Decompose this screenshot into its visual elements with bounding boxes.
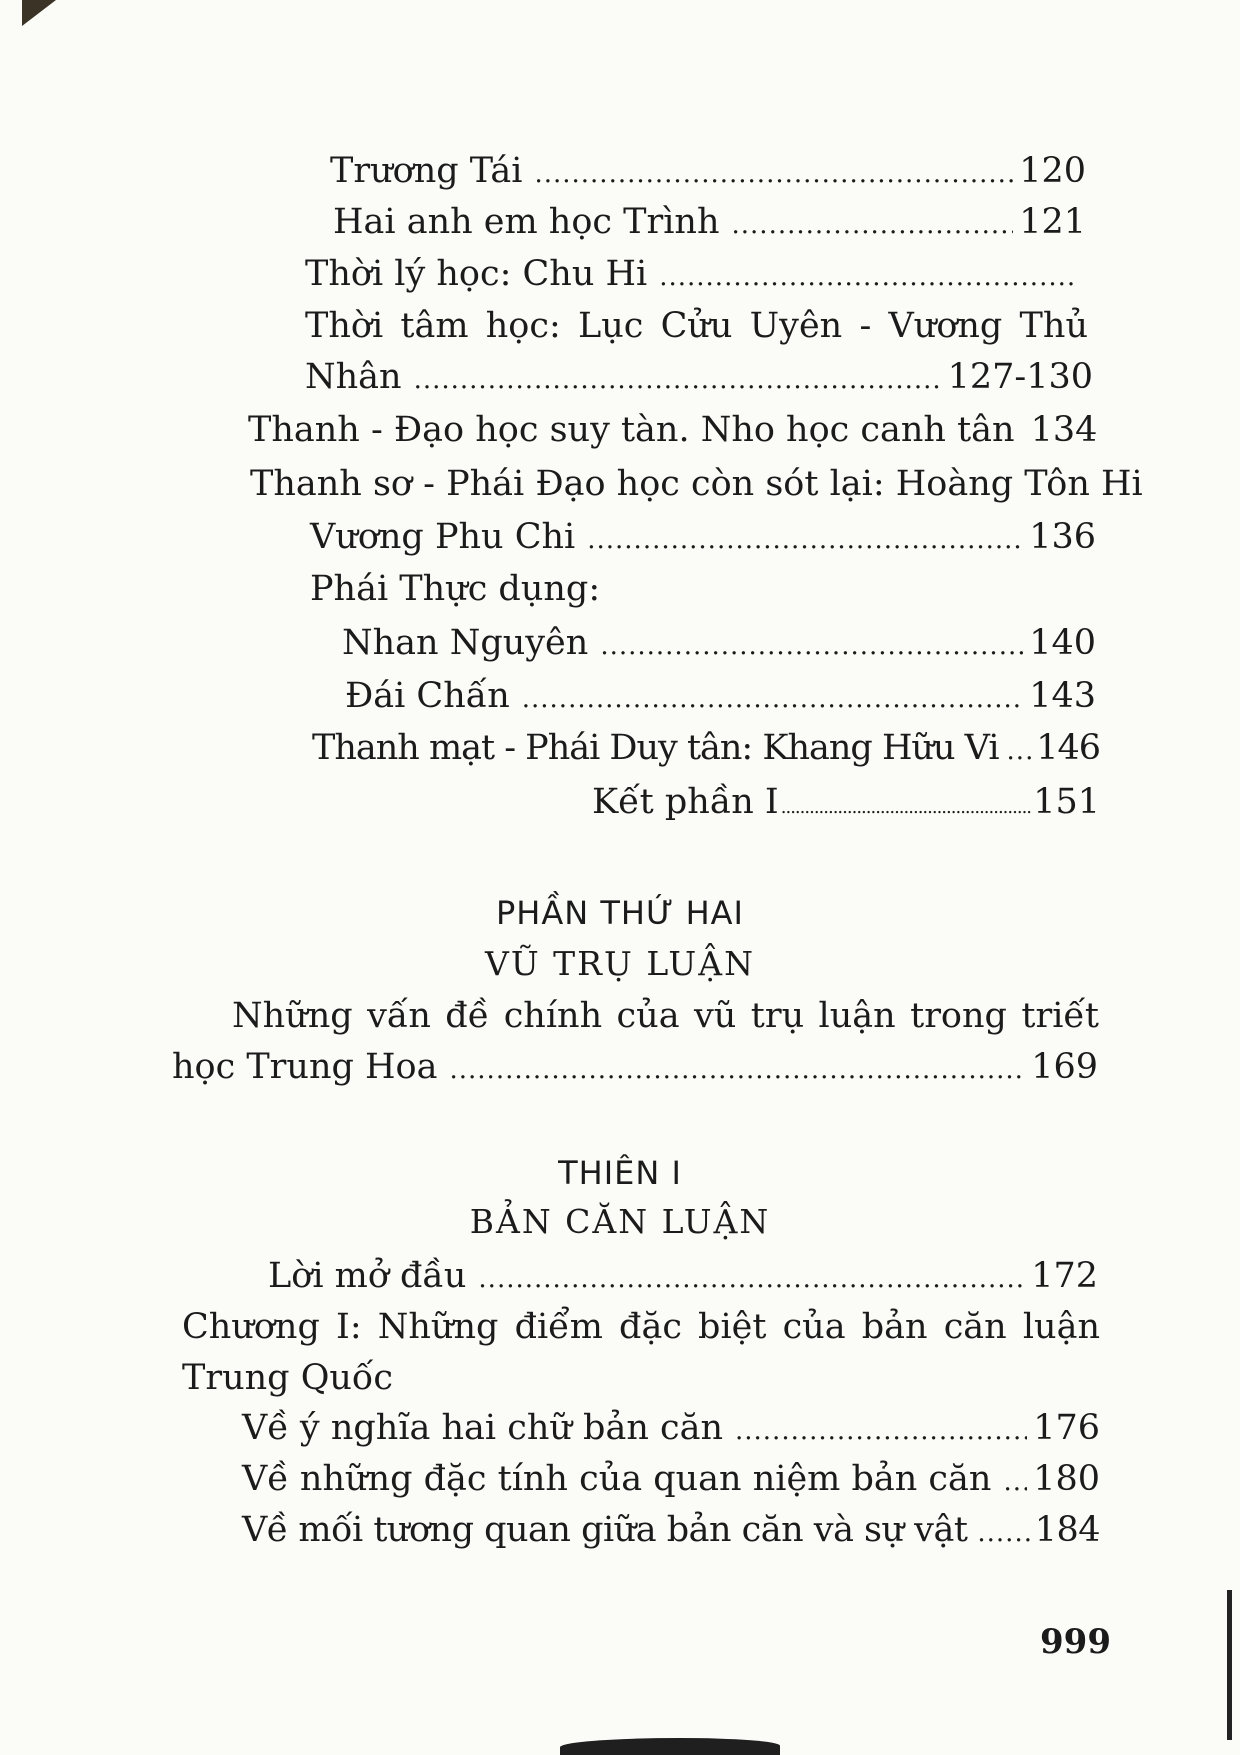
toc-entry [342, 621, 1096, 668]
toc-entry [268, 1254, 1098, 1301]
toc-leader-dots [977, 1511, 1030, 1555]
toc-leader-dots [732, 203, 1014, 247]
section-subheading: BẢN CĂN LUẬN [469, 1202, 771, 1241]
page-corner-mark [22, 0, 56, 26]
toc-leader-dots [450, 1048, 1026, 1092]
toc-entry-title: Trương Tái [330, 151, 523, 191]
toc-entry [312, 726, 1100, 773]
toc-entry-title: Nhân [305, 357, 402, 397]
toc-leader-dots [659, 255, 1075, 299]
toc-entry [310, 515, 1096, 562]
page-edge-shadow [1227, 1590, 1232, 1740]
toc-entry [242, 1457, 1100, 1504]
toc-entry-page: 120 [1019, 151, 1086, 191]
toc-entry-page: 140 [1029, 623, 1096, 663]
toc-entry-title: Thanh sơ - Phái Đạo học còn sót lại: Hoàng Tôn Hi [250, 464, 1143, 504]
toc-leader-dots [735, 1409, 1027, 1453]
toc-entry-title: Phái Thực dụng: [310, 569, 601, 609]
toc-entry [305, 355, 1093, 402]
part-heading: PHẦN THỨ HAI [496, 894, 744, 932]
toc-entry-page: 134 [1030, 410, 1098, 450]
toc-entry-title: Vương Phu Chi [310, 517, 576, 557]
toc-entry-title: Thanh mạt - Phái Duy tân: Khang Hữu Vi [312, 728, 999, 768]
toc-leader-dots [414, 358, 942, 402]
toc-entry-page: 176 [1033, 1408, 1100, 1448]
toc-entry [330, 149, 1086, 196]
toc-entry-title: Về ý nghĩa hai chữ bản căn [242, 1408, 723, 1448]
toc-entry [592, 780, 1100, 830]
toc-entry [305, 252, 1081, 299]
toc-leader-dots [1007, 729, 1033, 773]
section-heading: THIÊN I [558, 1154, 682, 1192]
toc-entry [242, 1406, 1100, 1453]
toc-entry-page: 127-130 [947, 357, 1093, 397]
toc-entry [345, 674, 1096, 721]
toc-entry-title: Thời lý học: Chu Hi [305, 254, 648, 294]
toc-entry-page: 169 [1031, 1047, 1098, 1087]
toc-entry-title: Đái Chấn [345, 676, 510, 716]
toc-entry-title: Lời mở đầu [268, 1256, 467, 1296]
toc-entry-title: Thời tâm học: Lục Cửu Uyên - Vương Thủ [305, 306, 1088, 346]
toc-entry-title: học Trung Hoa [172, 1047, 438, 1087]
toc-entry-title: Những vấn đề chính của vũ trụ luận trong triết [232, 996, 1099, 1036]
toc-entry-title: Kết phần I [592, 782, 779, 822]
toc-leader-dots [522, 677, 1023, 721]
toc-entry-title: Hai anh em học Trình [333, 202, 720, 242]
toc-entry-page: 151 [1033, 782, 1100, 822]
toc-entry [172, 1045, 1098, 1092]
toc-entry-title: Trung Quốc [182, 1358, 393, 1398]
toc-entry [248, 408, 1098, 452]
toc-entry [242, 1508, 1100, 1555]
toc-entry-page: 180 [1033, 1459, 1100, 1499]
toc-leader-dots [534, 152, 1013, 196]
toc-leader-dots [1003, 1460, 1027, 1504]
toc-leader-dots [478, 1257, 1025, 1301]
toc-entry-page: 121 [1019, 202, 1086, 242]
toc-leader-dots [600, 624, 1023, 668]
toc-entry-title: Về những đặc tính của quan niệm bản căn [242, 1459, 992, 1499]
toc-entry-title: Thanh - Đạo học suy tàn. Nho học canh tân [248, 410, 1015, 450]
toc-entry-page: 172 [1031, 1256, 1098, 1296]
toc-entry-page: 184 [1034, 1510, 1100, 1550]
page-number: 999 [1040, 1622, 1111, 1662]
toc-entry-title: Về mối tương quan giữa bản căn và sự vật [242, 1510, 968, 1550]
toc-entry-page: 143 [1029, 676, 1096, 716]
toc-entry-title: Nhan Nguyên [342, 623, 589, 663]
toc-leader-dots [587, 518, 1023, 562]
toc-entry-page: 146 [1036, 728, 1100, 768]
toc-entry [333, 200, 1086, 247]
toc-entry-title: Chương I: Những điểm đặc biệt của bản căn luận [182, 1307, 1100, 1347]
part-subheading: VŨ TRỤ LUẬN [485, 944, 755, 983]
toc-leader-dots [781, 786, 1031, 830]
page-edge-shadow [560, 1738, 780, 1755]
toc-entry-page: 136 [1029, 517, 1096, 557]
